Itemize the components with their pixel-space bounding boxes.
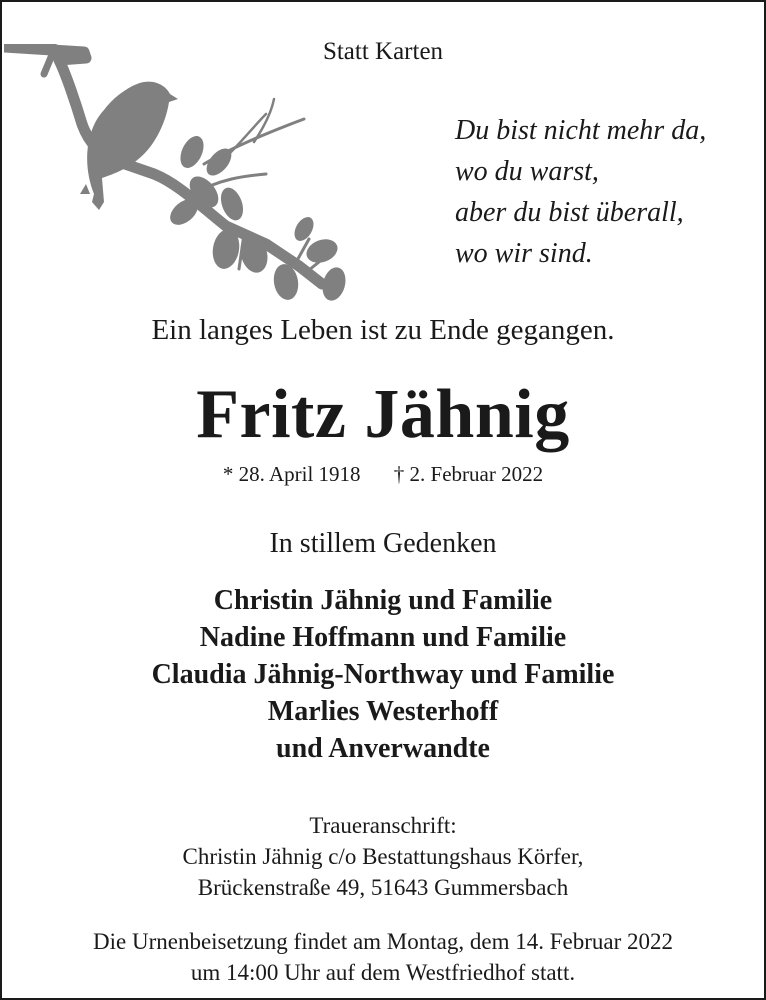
poem [455,110,706,274]
memory-text: In stillem Gedenken [269,528,497,559]
intro-text: Ein langes Leben ist zu Ende gegangen. [151,314,615,346]
mourner: Christin Jähnig und Familie [213,585,553,616]
mourning-address [2,810,764,903]
death-date: † 2. Februar 2022 [393,462,544,486]
ceremony-line: Die Urnenbeisetzung findet am Montag, dem 14. Februar 2022 [93,929,673,954]
address-label: Traueranschrift: [309,813,457,838]
mourner: und Anverwandte [276,733,490,764]
mourner: Nadine Hoffmann und Familie [199,622,567,653]
ceremony-line: um 14:00 Uhr auf dem Westfriedhof statt. [190,960,576,985]
poem-line: aber du bist überall, [455,197,684,228]
bird-on-branch-icon [4,44,349,302]
mourner: Claudia Jähnig-Northway und Familie [151,659,615,690]
mourner: Marlies Westerhoff [267,696,499,727]
poem-line: Du bist nicht mehr da, [455,115,707,146]
poem-line: wo wir sind. [455,238,593,269]
poem-line: wo du warst, [455,156,599,187]
mourners-list [2,582,764,767]
birth-date: * 28. April 1918 [222,462,361,486]
life-dates [2,462,764,487]
deceased-name: Fritz Jähnig [196,376,570,453]
header-text: Statt Karten [322,38,444,65]
address-line: Christin Jähnig c/o Bestattungshaus Körfer, [182,844,584,869]
ceremony-info [2,926,764,988]
address-line: Brückenstraße 49, 51643 Gummersbach [197,875,569,900]
